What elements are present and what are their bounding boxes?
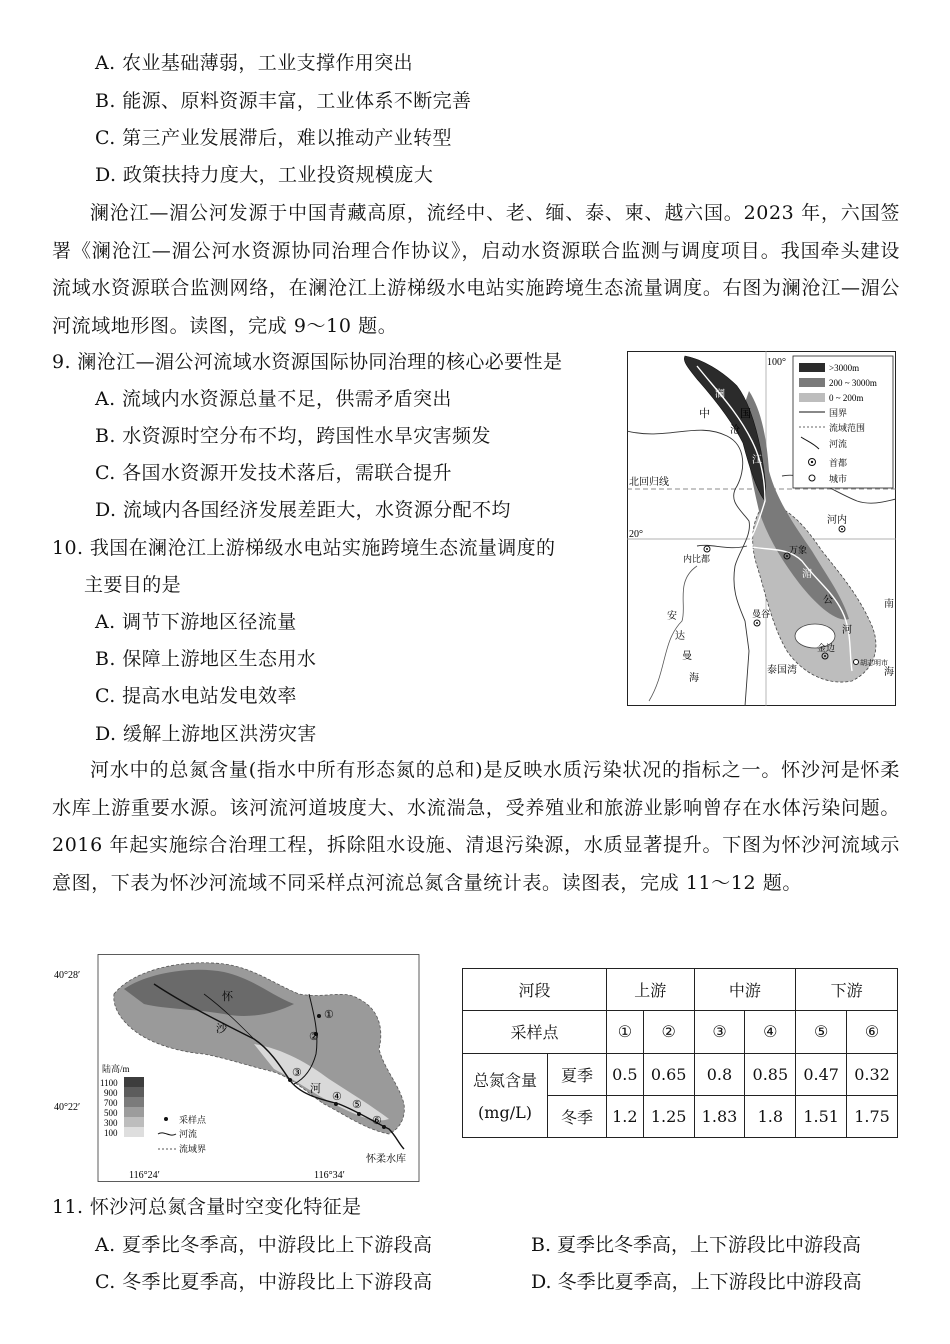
- header-sample: 采样点: [463, 1011, 607, 1053]
- svg-text:900: 900: [104, 1088, 118, 1098]
- q11-option-a: A. 夏季比冬季高，中游段比上下游段高: [95, 1234, 433, 1256]
- lat-label: 20°: [629, 529, 643, 540]
- label-mei: 湄: [802, 569, 812, 580]
- header-midstream: 中游: [694, 969, 796, 1011]
- table-cell: 0.65: [643, 1053, 694, 1095]
- label-huai: 怀: [222, 991, 233, 1003]
- q9-option-c: C. 各国水资源开发技术落后，需联合提升: [95, 462, 452, 484]
- point-4: ④: [332, 1091, 342, 1103]
- svg-text:首都: 首都: [829, 458, 848, 468]
- svg-text:国界: 国界: [829, 408, 848, 418]
- svg-text:采样点: 采样点: [179, 1115, 207, 1125]
- table-cell: 0.8: [694, 1053, 745, 1095]
- q10-option-c: C. 提高水电站发电效率: [95, 685, 297, 707]
- q11-stem: 11. 怀沙河总氮含量时空变化特征是: [52, 1196, 362, 1218]
- row-label: [463, 1053, 548, 1138]
- header-segment: 河段: [463, 969, 607, 1011]
- q8-option-d: D. 政策扶持力度大，工业投资规模庞大: [95, 164, 434, 186]
- header-upstream: 上游: [607, 969, 695, 1011]
- svg-text:城市: 城市: [829, 474, 848, 484]
- tropic-label: 北回归线: [629, 477, 669, 488]
- lon-label: 100°: [767, 357, 786, 368]
- mekong-basin-map: [627, 351, 896, 706]
- label-bangkok: 曼谷: [752, 609, 771, 619]
- q10-stem: 10. 我国在澜沧江上游梯级水电站实施跨境生态流量调度的: [52, 537, 556, 559]
- lat-top-label: 40°28′: [54, 970, 81, 981]
- svg-text:河流: 河流: [179, 1129, 198, 1139]
- q8-option-b: B. 能源、原料资源丰富，工业体系不断完善: [95, 90, 472, 112]
- q11-option-c: C. 冬季比夏季高，中游段比上下游段高: [95, 1271, 433, 1293]
- svg-text:河流: 河流: [829, 439, 848, 449]
- sample-2: ②: [643, 1011, 694, 1053]
- svg-text:1100: 1100: [100, 1078, 118, 1088]
- q10-option-b: B. 保障上游地区生态用水: [95, 648, 317, 670]
- sample-5: ⑤: [796, 1011, 847, 1053]
- table-cell: 1.83: [694, 1095, 745, 1137]
- q9-stem: 9. 澜沧江—湄公河流域水资源国际协同治理的核心必要性是: [52, 351, 563, 373]
- q8-option-c: C. 第三产业发展滞后，难以推动产业转型: [95, 127, 452, 149]
- label-andaman-4: 海: [689, 673, 699, 684]
- header-downstream: 下游: [796, 969, 898, 1011]
- q10-option-d: D. 缓解上游地区洪涝灾害: [95, 723, 317, 745]
- winter-label: 冬季: [548, 1095, 607, 1137]
- table-cell: 1.8: [745, 1095, 796, 1137]
- q8-option-a: A. 农业基础薄弱，工业支撑作用突出: [95, 52, 414, 74]
- svg-text:流域界: 流域界: [179, 1144, 207, 1154]
- sample-6: ⑥: [847, 1011, 898, 1053]
- lat-bottom-label: 40°22′: [54, 1102, 81, 1113]
- map1-legend: [793, 356, 893, 488]
- svg-text:陆高/m: 陆高/m: [102, 1064, 130, 1074]
- table-cell: 0.47: [796, 1053, 847, 1095]
- table-cell: 0.85: [745, 1053, 796, 1095]
- label-china-2: 国: [740, 408, 751, 420]
- label-hanoi: 河内: [827, 515, 847, 526]
- table-cell: 0.32: [847, 1053, 898, 1095]
- label-hcmc: 胡志明市: [860, 659, 888, 667]
- point-5: ⑤: [352, 1099, 362, 1111]
- svg-text:0 ~ 200m: 0 ~ 200m: [829, 393, 864, 403]
- nitrogen-table: [462, 968, 898, 1138]
- table-cell: 1.25: [643, 1095, 694, 1137]
- label-gong: 公: [823, 595, 833, 606]
- label-reservoir: 怀柔水库: [366, 1154, 406, 1165]
- point-2: ②: [309, 1031, 319, 1043]
- svg-text:100: 100: [104, 1128, 118, 1138]
- sample-4: ④: [745, 1011, 796, 1053]
- q11-option-d: D. 冬季比夏季高，上下游段比中游段高: [531, 1271, 862, 1293]
- svg-text:>3000m: >3000m: [829, 363, 860, 373]
- point-3: ③: [292, 1067, 302, 1079]
- lon-left-label: 116°24′: [129, 1170, 160, 1181]
- svg-text:200 ~ 3000m: 200 ~ 3000m: [829, 378, 877, 388]
- label-andaman-3: 曼: [682, 651, 692, 662]
- label-phnom-penh: 金边: [817, 643, 836, 653]
- svg-text:流域范围: 流域范围: [829, 423, 866, 433]
- label-he: 河: [842, 625, 852, 636]
- label-he: 河: [310, 1083, 321, 1095]
- q9-option-d: D. 流域内各国经济发展差距大，水资源分配不均: [95, 499, 511, 521]
- label-andaman-2: 达: [675, 631, 685, 642]
- lon-right-label: 116°34′: [314, 1170, 345, 1181]
- huaisha-basin-map: [54, 954, 420, 1182]
- q10-option-a: A. 调节下游地区径流量: [95, 611, 297, 633]
- sample-1: ①: [607, 1011, 644, 1053]
- label-china-1: 中: [699, 408, 710, 420]
- q9-option-a: A. 流域内水资源总量不足，供需矛盾突出: [95, 388, 452, 410]
- table-cell: 1.75: [847, 1095, 898, 1137]
- svg-text:500: 500: [104, 1108, 118, 1118]
- label-naypyidaw: 内比都: [683, 554, 711, 564]
- label-cang: 沧: [730, 425, 740, 436]
- label-gulf-thailand: 泰国湾: [767, 665, 797, 676]
- row-label-name: 总氮含量: [472, 1071, 537, 1091]
- table-cell: 1.51: [796, 1095, 847, 1137]
- table-cell: 0.5: [607, 1053, 644, 1095]
- point-1: ①: [324, 1009, 334, 1021]
- label-lan: 澜: [715, 389, 725, 400]
- city-icon: [854, 660, 859, 665]
- sample-3: ③: [694, 1011, 745, 1053]
- q9-option-b: B. 水资源时空分布不均，跨国性水旱灾害频发: [95, 425, 491, 447]
- point-6: ⑥: [372, 1115, 382, 1127]
- row-label-unit: (mg/L): [478, 1103, 532, 1123]
- summer-label: 夏季: [548, 1053, 607, 1095]
- label-south-sea-2: 海: [884, 667, 894, 678]
- label-sha: 沙: [216, 1023, 227, 1035]
- label-vientiane: 万象: [789, 545, 808, 555]
- svg-text:700: 700: [104, 1098, 118, 1108]
- svg-text:300: 300: [104, 1118, 118, 1128]
- q10-stem-cont: 主要目的是: [84, 574, 182, 596]
- label-south-sea-1: 南: [884, 599, 894, 610]
- q11-option-b: B. 夏季比冬季高，上下游段比中游段高: [531, 1234, 862, 1256]
- table-cell: 1.2: [607, 1095, 644, 1137]
- label-andaman-1: 安: [667, 611, 677, 622]
- passage-mekong: 澜沧江—湄公河发源于中国青藏高原，流经中、老、缅、泰、柬、越六国。2023 年，六国签署《澜沧江—湄公河水资源协同治理合作协议》，启动水资源联合监测与调度项目。我国牵头建设流域水资源联合监测网络，在澜沧江上游梯级水电站实施跨境生态流量调度。右图为澜沧江—湄公河流域地形图。读图，完成 9～10 题。: [52, 202, 900, 337]
- label-jiang: 江: [752, 455, 762, 466]
- passage-huaisha: 河水中的总氮含量(指水中所有形态氮的总和)是反映水质污染状况的指标之一。怀沙河是怀柔水库上游重要水源。该河流河道坡度大、水流湍急，受养殖业和旅游业影响曾存在水体污染问题。2016 年起实施综合治理工程，拆除阻水设施、清退污染源，水质显著提升。下图为怀沙河流域示意图，下表为怀沙河流域不同采样点河流总氮含量统计表。读图表，完成 11～12 题。: [52, 759, 900, 894]
